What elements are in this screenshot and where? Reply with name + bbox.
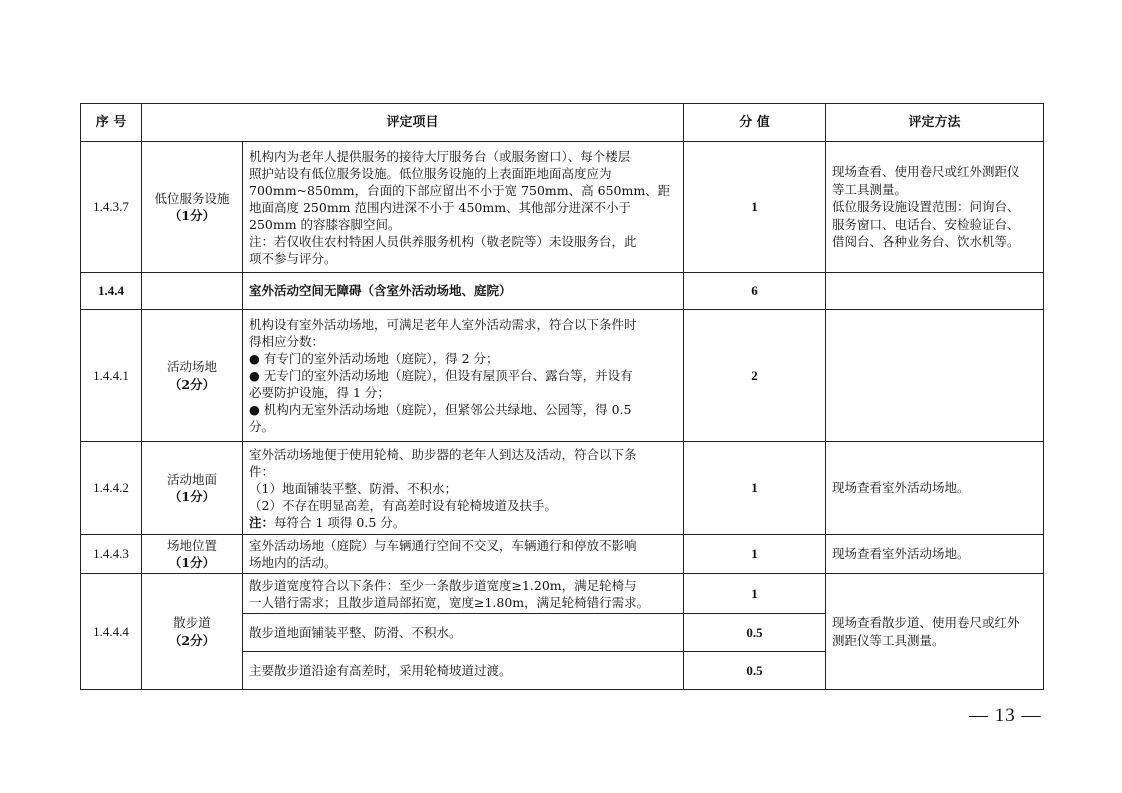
desc-line: 一人错行需求；且散步道局部拓宽，宽度≥1.80m，满足轮椅错行需求。 [249,594,650,610]
bullet-item: 必要防护设施，得 1 分； [249,385,390,400]
method-line: 低位服务设施设置范围：问询台、 [832,199,1020,215]
note-line [249,514,677,531]
item-name: 低位服务设施 [154,190,230,206]
sub-item-score: 1 [684,574,826,614]
table-row [81,142,1044,273]
bullet-item: ● 无专门的室外活动场地（庭院），但设有屋顶平台、露台等，并设有 [249,368,633,383]
row-method: 现场查看室外活动场地。 [826,535,1044,574]
desc-line: （1）地面铺装平整、防滑、不积水； [249,480,457,496]
table-row [81,574,1044,614]
note-label: 注： [249,514,275,530]
row-score: 2 [684,310,826,442]
desc-line: 注：若仅收住农村特困人员供养服务机构（敬老院等）未设服务台，此 [249,233,637,249]
desc-line: 得相应分数： [249,334,325,349]
table-row [81,535,1044,574]
note-text: 每符合 1 项得 0.5 分。 [274,514,406,530]
sub-item-description: 主要散步道沿途有高差时，采用轮椅坡道过渡。 [243,652,684,690]
desc-line: 机构设有室外活动场地，可满足老年人室外活动需求，符合以下条件时 [249,317,637,332]
header-method: 评定方法 [826,104,1044,142]
table-row [81,442,1044,535]
header-seq: 序 号 [81,104,142,142]
desc-line: 地面高度 250mm 范围内进深不小于 450mm、其他部分进深不小于 [249,199,632,215]
section-seq: 1.4.4 [81,273,142,310]
item-points: （1分） [168,555,216,570]
item-name-cell [142,142,243,273]
item-name-cell [142,535,243,574]
table-header-row [81,104,1044,142]
item-name: 活动地面 [166,471,217,487]
row-score: 1 [684,142,826,273]
item-points: （2分） [168,376,216,392]
item-description [243,535,684,574]
row-score: 1 [684,535,826,574]
sub-item-description [243,574,684,614]
desc-line: 散步道宽度符合以下条件：至少一条散步道宽度≥1.20m，满足轮椅与 [249,577,637,593]
desc-line: 室外活动场地便于使用轮椅、助步器的老年人到达及活动，符合以下条 [249,446,637,462]
row-score: 1 [684,442,826,535]
bullet-item: 分。 [249,419,275,434]
item-name: 活动场地 [166,359,217,374]
method-line: 测距仪等工具测量。 [832,632,945,648]
sub-item-score: 0.5 [684,614,826,652]
row-seq: 1.4.4.2 [81,442,142,535]
item-name-cell [142,442,243,535]
item-description [243,310,684,442]
section-title: 室外活动空间无障碍（含室外活动场地、庭院） [243,273,684,310]
item-points: （1分） [168,489,216,504]
section-method-empty [826,273,1044,310]
desc-line: 250mm 的容膝容脚空间。 [249,216,401,232]
bullet-item: ● 机构内无室外活动场地（庭院），但紧邻公共绿地、公园等，得 0.5 [249,402,632,417]
row-seq: 1.4.3.7 [81,142,142,273]
method-line: 服务窗口、电话台、安检验证台、 [832,216,1020,232]
row-seq: 1.4.4.3 [81,535,142,574]
table-row [81,310,1044,442]
desc-line: 项不参与评分。 [249,250,337,266]
item-name-cell [142,574,243,690]
desc-line: （2）不存在明显高差，有高差时设有轮椅坡道及扶手。 [249,497,557,513]
sub-item-score: 0.5 [684,652,826,690]
item-description [243,442,684,535]
desc-line: 机构内为老年人提供服务的接待大厅服务台（或服务窗口）、每个楼层 [249,148,631,164]
page-number: — 13 — [969,705,1042,726]
header-score: 分 值 [684,104,826,142]
method-line: 现场查看散步道、使用卷尺或红外 [832,615,1020,630]
method-line: 等工具测量。 [832,181,908,197]
row-seq: 1.4.4.4 [81,574,142,690]
method-line: 现场查看、使用卷尺或红外测距仪 [832,164,1020,180]
header-item: 评定项目 [142,104,684,142]
bullet-item: ● 有专门的室外活动场地（庭院），得 2 分； [249,351,499,366]
item-points: （2分） [168,632,216,648]
item-name-cell [142,310,243,442]
row-method-empty [826,310,1044,442]
section-score: 6 [684,273,826,310]
desc-line: 照护站设有低位服务设施。低位服务设施的上表面距地面高度应为 [249,165,612,181]
item-name: 散步道 [173,615,211,630]
desc-line: 700mm~850mm，台面的下部应留出不小于宽 750mm、高 650mm、距 [249,182,671,198]
section-row [81,273,1044,310]
item-description [243,142,684,273]
desc-line: 室外活动场地（庭院）与车辆通行空间不交叉，车辆通行和停放不影响 [249,538,637,553]
section-empty-cell [142,273,243,310]
item-points: （1分） [168,208,216,223]
evaluation-table [80,103,1044,690]
item-name: 场地位置 [166,537,217,553]
row-method: 现场查看室外活动场地。 [826,442,1044,535]
desc-line: 件： [249,463,275,479]
desc-line: 场地内的活动。 [249,555,337,570]
row-method [826,142,1044,273]
sub-item-description: 散步道地面铺装平整、防滑、不积水。 [243,614,684,652]
method-line: 借阅台、各种业务台、饮水机等。 [832,234,1020,250]
row-seq: 1.4.4.1 [81,310,142,442]
row-method [826,574,1044,690]
